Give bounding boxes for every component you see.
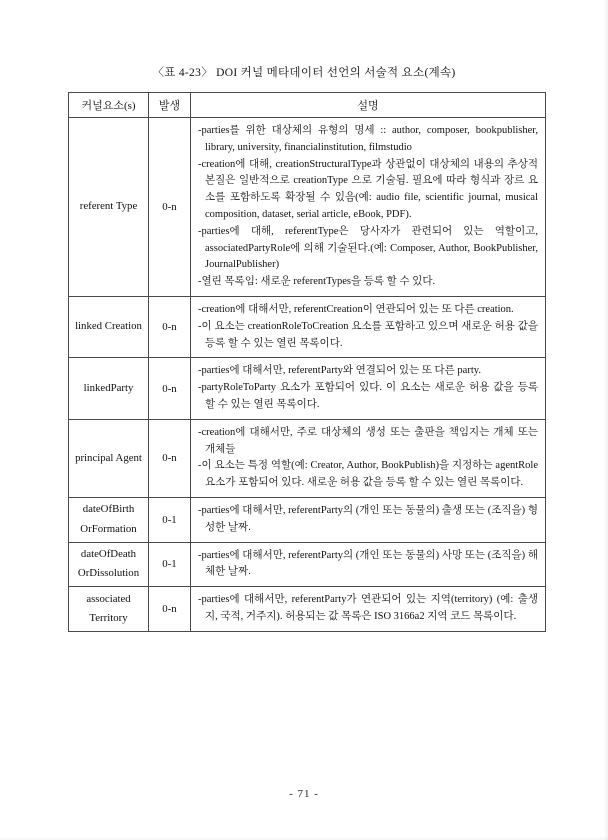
header-occurrence: 발생 (149, 93, 191, 118)
kernel-element-cell: dateOfBirth OrFormation (69, 497, 149, 542)
description-line: -partyRoleToParty 요소가 포함되어 있다. 이 요소는 새로운 허용 값을 등록 할 수 있는 열린 목록이다. (198, 382, 538, 410)
page-number: - 71 - (289, 788, 319, 800)
kernel-element-cell: referent Type (69, 118, 149, 297)
table-row (69, 358, 546, 419)
doi-kernel-metadata-table (68, 92, 546, 632)
description-line: -parties에 대해, referentType은 당사자가 관련되어 있는 역할이고, associatedPartyRole에 의해 기술된다.(예: Composer, Author, BookPublisher, JournalPublisher) (198, 225, 538, 271)
description-line: -creation에 대해서만, referentCreation이 연관되어 있는 또 다른 creation. (198, 303, 514, 315)
description-line: -이 요소는 특정 역할(예: Creator, Author, BookPublish)을 지정하는 agentRole 요소가 포함되어 있다. 새로운 허용 값을 등록 할 수 있는 열린 목록이다. (198, 460, 538, 489)
description-line: -parties에 대해서만, referentParty의 (개인 또는 동물의) 출생 또는 (조직을) 형성한 날짜. (198, 504, 538, 533)
description-line: -parties에 대해서만, referentParty가 연관되어 있는 지역(territory) (예: 출생지, 국적, 거주지). 허용되는 값 목록은 ISO 3166a2 지역 코드 목록이다. (198, 594, 538, 622)
occurrence-cell: 0-1 (149, 497, 191, 542)
scan-edge-bottom (0, 836, 608, 840)
description-line: -parties를 위한 대상체의 유형의 명세 :: author, composer, bookpublisher, library, university, financialinstitution, filmstudio (198, 125, 538, 153)
table-row (69, 419, 546, 497)
table-body (69, 118, 546, 632)
scan-edge-right (604, 0, 608, 840)
occurrence-cell: 0-n (149, 419, 191, 497)
header-row (69, 93, 546, 118)
table-row (69, 296, 546, 357)
description-cell (191, 497, 546, 542)
occurrence-cell: 0-1 (149, 542, 191, 587)
table-row (69, 587, 546, 632)
header-description: 설명 (191, 93, 546, 118)
occurrence-cell: 0-n (149, 587, 191, 632)
kernel-element-cell: principal Agent (69, 419, 149, 497)
description-line: -creation에 대해서만, 주로 대상체의 생성 또는 출판을 책임지는 개체 또는 개체들 (198, 426, 538, 455)
occurrence-cell: 0-n (149, 358, 191, 419)
kernel-element-cell: linked Creation (69, 296, 149, 357)
header-kernel-element: 커널요소(s) (69, 93, 149, 118)
occurrence-cell: 0-n (149, 118, 191, 297)
description-cell (191, 118, 546, 297)
description-line: -parties에 대해서만, referentParty와 연결되어 있는 또 다른 party. (198, 365, 481, 377)
kernel-element-cell: associated Territory (69, 587, 149, 632)
description-cell (191, 358, 546, 419)
description-cell (191, 296, 546, 357)
description-line: -이 요소는 creationRoleToCreation 요소를 포함하고 있으며 새로운 허용 값을 등록 할 수 있는 열린 목록이다. (198, 320, 538, 349)
description-line: -creation에 대해, creationStructuralType과 상관없이 대상체의 내용의 추상적 본질은 일반적으로 creationType 으로 기술됨. 필요에 따라 형식과 장르 요소를 포함하도록 확장될 수 있음(예: audio file, scientific journal, musical composition, dataset, serial article, eBook, PDF). (198, 158, 538, 220)
kernel-element-cell: dateOfDeath OrDissolution (69, 542, 149, 587)
occurrence-cell: 0-n (149, 296, 191, 357)
description-line: -열린 목록임: 새로운 referentTypes을 등록 할 수 있다. (198, 276, 436, 288)
description-line: -parties에 대해서만, referentParty의 (개인 또는 동물의) 사망 또는 (조직을) 해체한 날짜. (198, 549, 538, 578)
description-cell (191, 419, 546, 497)
description-cell (191, 587, 546, 632)
table-row (69, 542, 546, 587)
table-row (69, 497, 546, 542)
kernel-element-cell: linkedParty (69, 358, 149, 419)
table-caption: 〈표 4-23〉 DOI 커널 메타데이터 선언의 서술적 요소(계속) (152, 67, 456, 79)
description-cell (191, 542, 546, 587)
table-row (69, 118, 546, 297)
table-header (69, 93, 546, 118)
